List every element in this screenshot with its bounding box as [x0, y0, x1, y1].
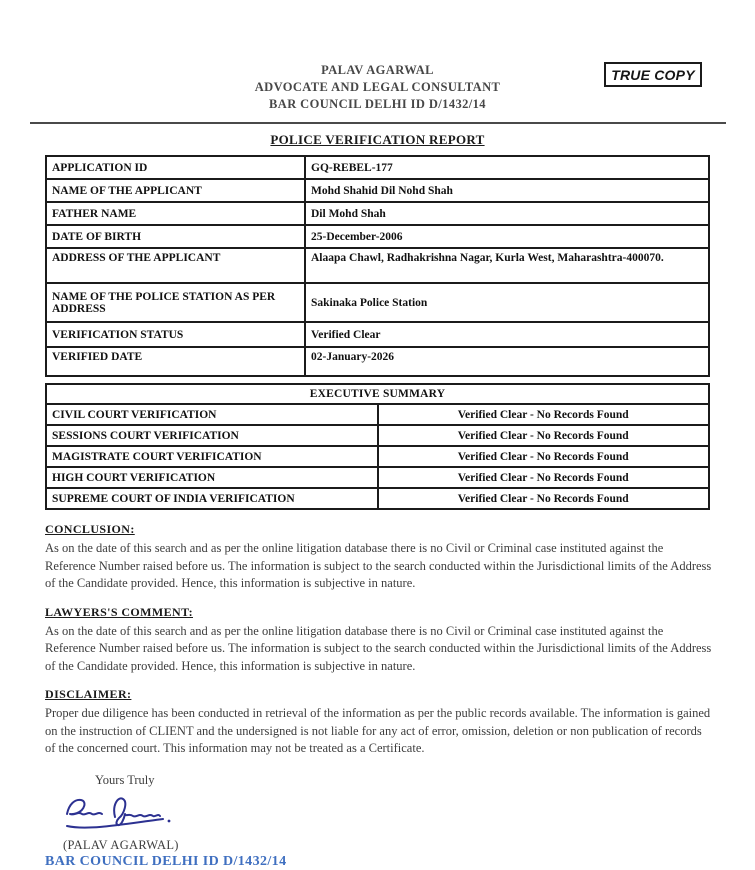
signature-image — [61, 792, 181, 836]
disclaimer-heading: DISCLAIMER: — [45, 687, 132, 701]
signatory-name: (PALAV AGARWAL) — [63, 837, 179, 852]
value-cell: GQ-REBEL-177 — [305, 156, 709, 179]
value-cell: Verified Clear — [305, 322, 709, 347]
table-row — [46, 347, 709, 376]
value-cell: Verified Clear - No Records Found — [378, 488, 710, 509]
applicant-table — [45, 155, 710, 377]
table-row — [46, 156, 709, 179]
label-cell: VERIFICATION STATUS — [46, 322, 305, 347]
table-row — [46, 248, 709, 283]
salutation: Yours Truly — [95, 772, 155, 787]
label-cell: DATE OF BIRTH — [46, 225, 305, 248]
table-row — [46, 425, 709, 446]
bar-council-id: BAR COUNCIL DELHI ID D/1432/14 — [45, 853, 287, 869]
label-cell: HIGH COURT VERIFICATION — [46, 467, 378, 488]
table-header-row — [46, 384, 709, 404]
label-cell: NAME OF THE APPLICANT — [46, 179, 305, 202]
report-title: POLICE VERIFICATION REPORT — [270, 132, 485, 147]
true-copy-stamp-label: TRUE COPY — [611, 66, 695, 83]
value-cell: Dil Mohd Shah — [305, 202, 709, 225]
letterhead-bar-id: BAR COUNCIL DELHI ID D/1432/14 — [269, 97, 486, 111]
letterhead — [0, 0, 755, 113]
table-row — [46, 202, 709, 225]
conclusion-heading: CONCLUSION: — [45, 522, 135, 536]
true-copy-stamp — [604, 62, 702, 87]
table-row — [46, 179, 709, 202]
label-cell: SESSIONS COURT VERIFICATION — [46, 425, 378, 446]
value-cell: Verified Clear - No Records Found — [378, 404, 710, 425]
value-cell: 02-January-2026 — [305, 347, 709, 376]
letterhead-role: ADVOCATE AND LEGAL CONSULTANT — [254, 80, 501, 94]
table-row — [46, 467, 709, 488]
table-row — [46, 488, 709, 509]
label-cell: NAME OF THE POLICE STATION AS PER ADDRESS — [46, 283, 305, 322]
lawyers-comment-text: As on the date of this search and as per the online litigation database there is no Civil or Criminal case instituted against the Reference Number raised before us. The information is subject to the search conducted within the Jurisdictional limits of the Address of the Candidate provided. Hence, this information is subjective in nature. — [45, 623, 712, 673]
label-cell: CIVIL COURT VERIFICATION — [46, 404, 378, 425]
table-row — [46, 283, 709, 322]
value-cell: Alaapa Chawl, Radhakrishna Nagar, Kurla West, Maharashtra-400070. — [305, 248, 709, 283]
value-cell: Mohd Shahid Dil Nohd Shah — [305, 179, 709, 202]
executive-summary-title: EXECUTIVE SUMMARY — [46, 384, 709, 404]
disclaimer-section — [45, 687, 710, 758]
table-row — [46, 404, 709, 425]
letterhead-name: PALAV AGARWAL — [321, 63, 434, 77]
label-cell: APPLICATION ID — [46, 156, 305, 179]
value-cell: 25-December-2006 — [305, 225, 709, 248]
label-cell: SUPREME COURT OF INDIA VERIFICATION — [46, 488, 378, 509]
label-cell: MAGISTRATE COURT VERIFICATION — [46, 446, 378, 467]
table-row — [46, 322, 709, 347]
value-cell: Sakinaka Police Station — [305, 283, 709, 322]
value-cell: Verified Clear - No Records Found — [378, 425, 710, 446]
table-row — [46, 446, 709, 467]
table-row — [46, 225, 709, 248]
lawyers-comment-section — [45, 605, 710, 676]
label-cell: FATHER NAME — [46, 202, 305, 225]
report-body — [0, 132, 755, 870]
label-cell: ADDRESS OF THE APPLICANT — [46, 248, 305, 283]
header-divider — [30, 122, 726, 124]
label-cell: VERIFIED DATE — [46, 347, 305, 376]
lawyers-comment-heading: LAWYERS'S COMMENT: — [45, 604, 193, 619]
value-cell: Verified Clear - No Records Found — [378, 446, 710, 467]
executive-summary-table — [45, 383, 710, 510]
conclusion-section — [45, 522, 710, 593]
value-cell: Verified Clear - No Records Found — [378, 467, 710, 488]
conclusion-text: As on the date of this search and as per the online litigation database there is no Civil or Criminal case instituted against the Reference Number raised before us. The information is subject to the search conducted within the Jurisdictional limits of the Address of the Candidate provided. Hence, this information is subjective in nature. — [45, 541, 712, 590]
disclaimer-text: Proper due diligence has been conducted in retrieval of the information as per the public records available. The information is gained on the instruction of CLIENT and the undersigned is not liable for any act of error, omission, deletion or non publication of records of the concerned court. This information may not be treated as a Certificate. — [45, 706, 711, 755]
